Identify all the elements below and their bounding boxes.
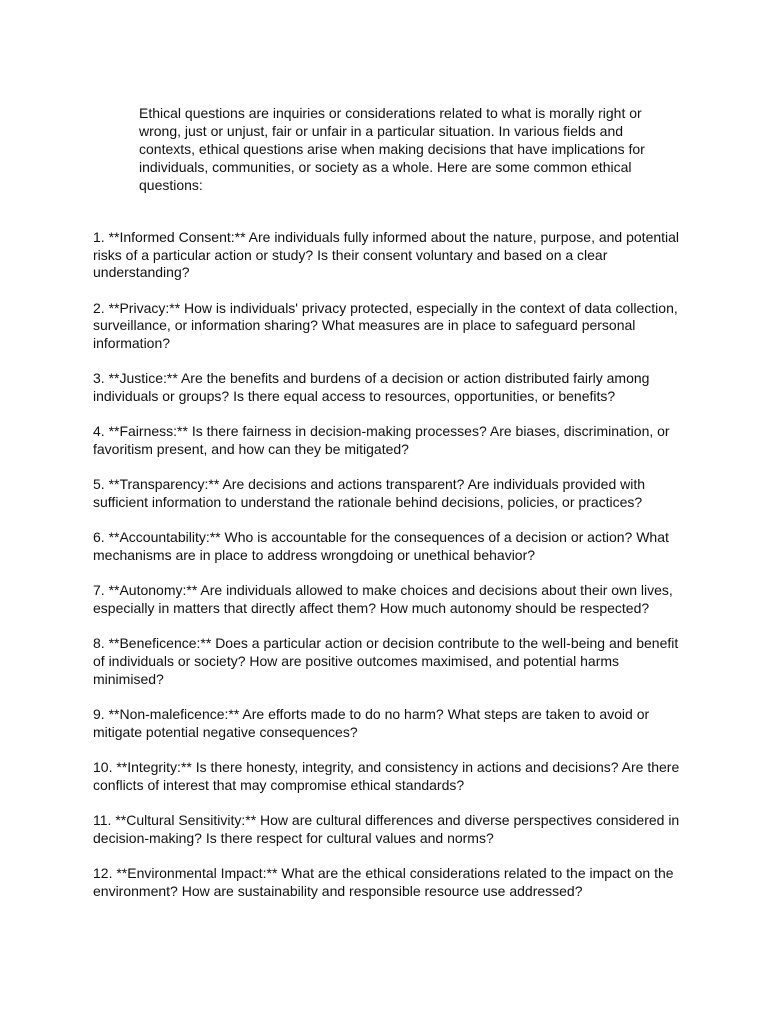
question-integrity: 10. **Integrity:** Is there honesty, integrity, and consistency in actions and decisions? Are there conflicts of interest that may compromise ethical standards? <box>93 759 680 793</box>
question-accountability: 6. **Accountability:** Who is accountable for the consequences of a decision or action? What mechanisms are in place to address wrongdoing or unethical behavior? <box>93 529 669 564</box>
question-non-maleficence: 9. **Non-maleficence:** Are efforts made to do no harm? What steps are taken to avoid or mitigate potential negative consequences? <box>93 706 650 740</box>
question-beneficence: 8. **Beneficence:** Does a particular action or decision contribute to the well-being and benefit of individuals or society? How are positive outcomes maximised, and potential harms minimised? <box>93 635 679 687</box>
question-privacy: 2. **Privacy:** How is individuals' privacy protected, especially in the context of data collection, surveillance, or information sharing? What measures are in place to safeguard personal information? <box>93 299 678 352</box>
question-informed-consent: 1. **Informed Consent:** Are individuals fully informed about the nature, purpose, and potential risks of a particular action or study? Is their consent voluntary and based on a clear understanding? <box>93 229 680 281</box>
intro-paragraph: Ethical questions are inquiries or considerations related to what is morally right or wrong, just or unjust, fair or unfair in a particular situation. In various fields and contexts, ethical questions arise when making decisions that have implications for individuals, communities, or society as a whole. Here are some common ethical questions: <box>139 105 645 193</box>
question-autonomy: 7. **Autonomy:** Are individuals allowed to make choices and decisions about their own lives, especially in matters that directly affect them? How much autonomy should be respected? <box>93 582 673 617</box>
question-fairness: 4. **Fairness:** Is there fairness in decision-making processes? Are biases, discrimination, or favoritism present, and how can they be mitigated? <box>93 423 670 458</box>
question-justice: 3. **Justice:** Are the benefits and burdens of a decision or action distributed fairly among individuals or groups? Is there equal access to resources, opportunities, or benefits? <box>93 370 650 405</box>
question-transparency: 5. **Transparency:** Are decisions and actions transparent? Are individuals provided with sufficient information to understand the rationale behind decisions, policies, or practices? <box>93 476 646 511</box>
question-cultural-sensitivity: 11. **Cultural Sensitivity:** How are cultural differences and diverse perspectives considered in decision-making? Is there respect for cultural values and norms? <box>93 812 680 846</box>
question-environmental-impact: 12. **Environmental Impact:** What are the ethical considerations related to the impact on the environment? How are sustainability and responsible resource use addressed? <box>93 865 674 899</box>
ethical-questions-list <box>93 229 683 918</box>
